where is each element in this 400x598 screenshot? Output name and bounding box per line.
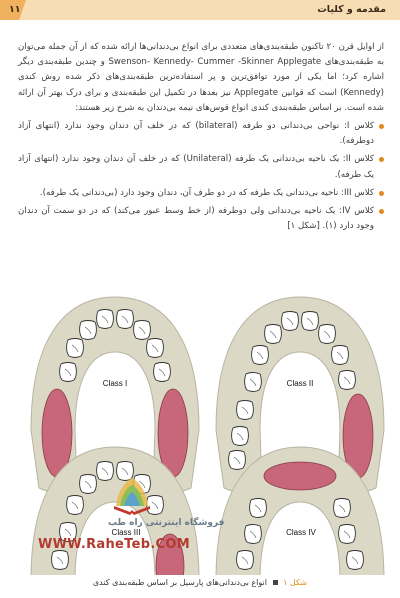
caption-text: انواع بی‌دندانی‌های پارسیل بر اساس طبقه‌بندی کندی	[92, 578, 267, 587]
bullet-icon	[379, 191, 384, 196]
bullet-icon	[379, 157, 384, 162]
caption-number: شکل ۱	[283, 578, 308, 587]
list-item	[18, 204, 384, 234]
class-4-label: Class IV	[286, 528, 316, 537]
list-item-text: کلاس III: ناحیه بی‌دندانی یک طرفه که در دو طرف آن، دندان وجود دارد (بی‌دندانی یک طرفه).	[39, 187, 374, 198]
list-item	[18, 186, 384, 201]
kennedy-class-list	[18, 119, 384, 234]
caption-square-icon	[273, 580, 278, 585]
kennedy-classification-figure	[0, 290, 400, 575]
main-text	[18, 40, 384, 234]
edentulous-area	[264, 462, 336, 490]
watermark-url: WWW.RaheTeb.COM	[38, 537, 190, 552]
list-item-text: کلاس II: یک ناحیه بی‌دندانی یک طرفه (Unilateral) که در خلف آن دندان وجود ندارد (انتهای آزاد یک طرفه).	[18, 154, 374, 180]
list-item-text: کلاس IV: یک ناحیه بی‌دندانی ولی دوطرفه (از خط وسط عبور می‌کند) که در دو سمت آن دندان وجود دارد (۱). [شکل ۱]	[18, 206, 374, 232]
class-2-label: Class II	[286, 379, 314, 388]
page-number: ۱۱	[9, 4, 21, 15]
list-item	[18, 152, 384, 182]
chapter-title: مقدمه و کلیات	[317, 4, 386, 15]
bullet-icon	[379, 124, 384, 129]
page-header	[0, 0, 400, 20]
watermark-label: فروشگاه اینترنتی راه طب	[108, 518, 225, 528]
class-3-label: Class III	[111, 528, 141, 537]
bullet-icon	[379, 209, 384, 214]
list-item	[18, 119, 384, 149]
list-item-text: کلاس I: نواحی بی‌دندانی دو طرفه (bilateral) که در خلف آن دندان وجود ندارد (انتهای آزاد دوطرفه).	[18, 121, 374, 147]
intro-paragraph: از اوایل قرن ۲۰ تاکنون طبقه‌بندی‌های متعددی برای انواع بی‌دندانی‌ها ارائه شده که از آن جمله می‌توان به طبقه‌بندی‌های Swenson- Kennedy- Cummer -Skinner Applegate و چندین طبقه‌بندی دیگر اشاره کرد؛ اما یکی از مورد توافق‌ترین و پر استفاده‌ترین طبقه‌بندی‌های ذکر شده روش کندی (Kennedy) است که قوانین Applegate نیز بعدها در تکمیل این طبقه‌بندی و برای درک بهتر آن ارائه شده است. بر اساس طبقه‌بندی کندی انواع قوس‌های نیمه بی‌دندان به شرح زیر هستند:	[18, 42, 385, 113]
figure-caption	[0, 578, 400, 587]
class-1-label: Class I	[102, 379, 128, 388]
